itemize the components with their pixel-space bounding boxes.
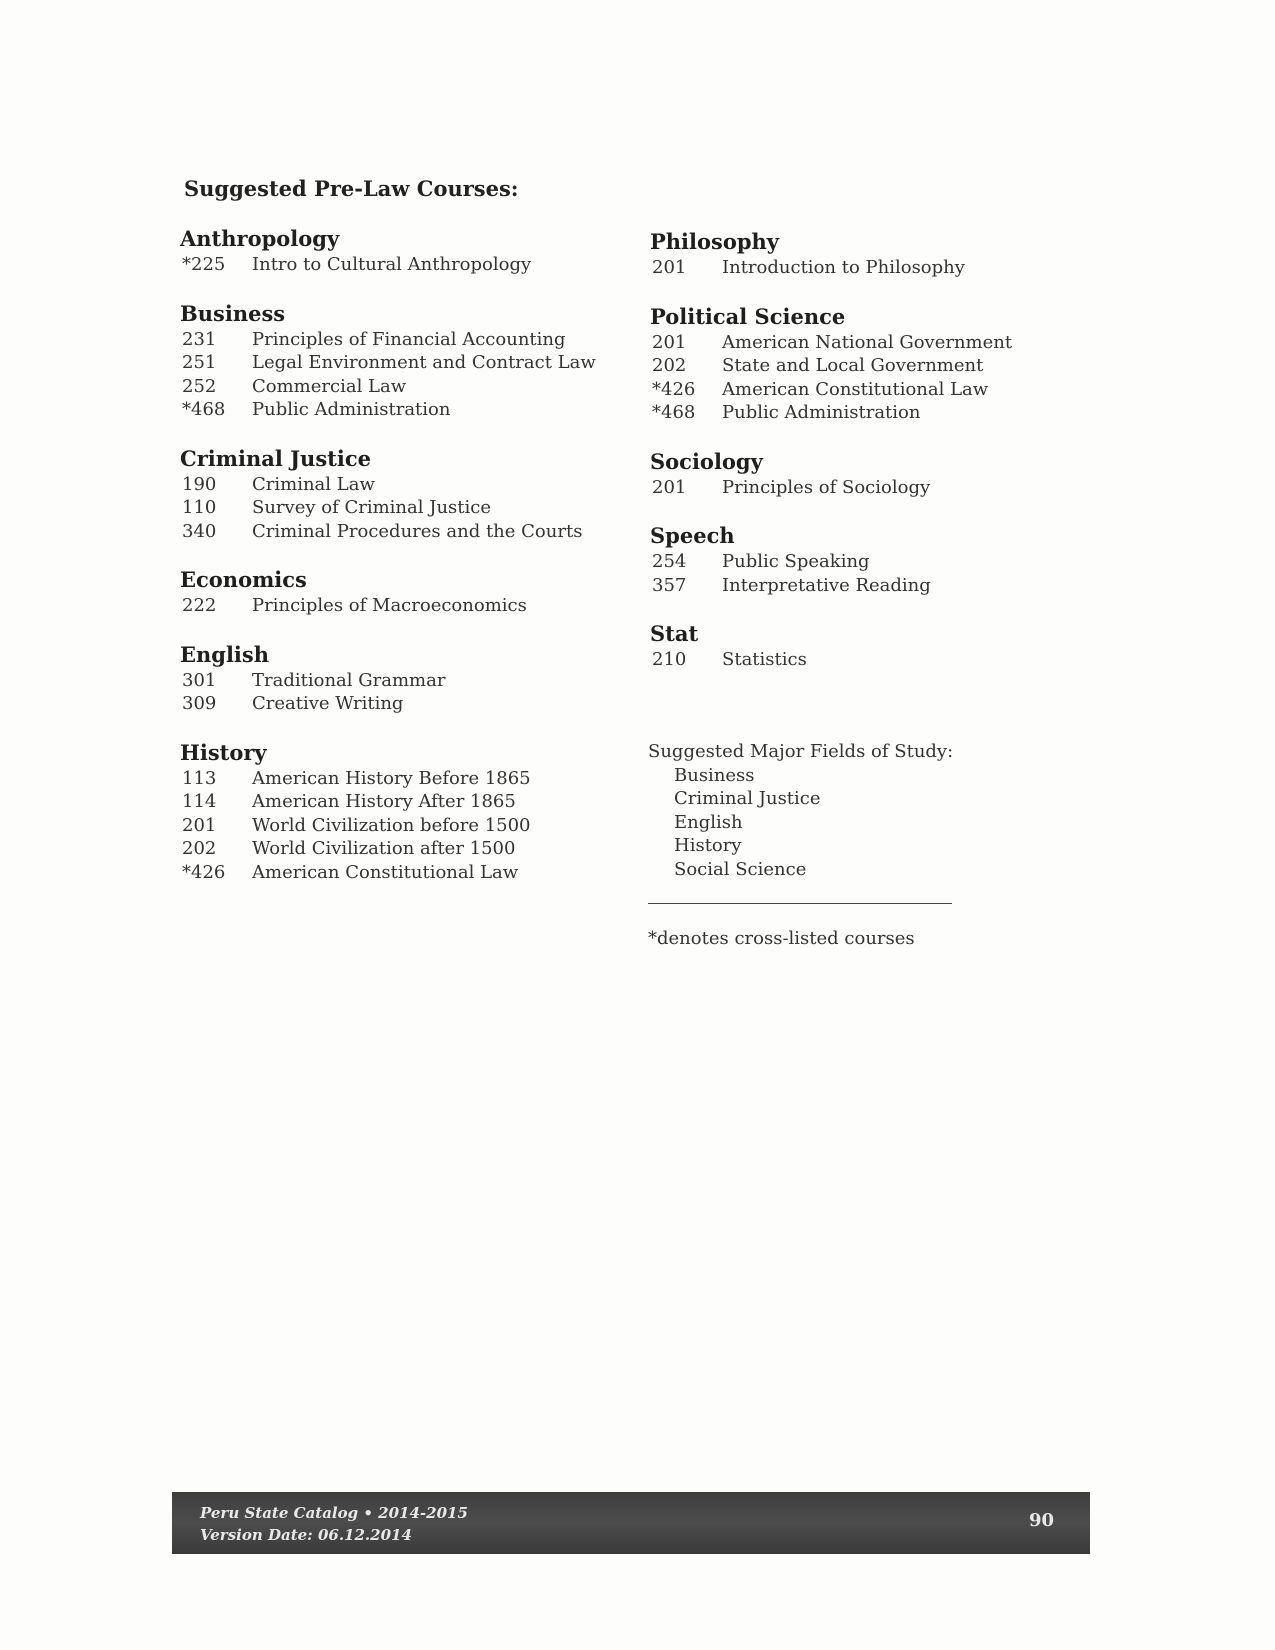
course-row	[180, 767, 600, 791]
major-field-item: History	[674, 835, 742, 856]
course-section	[180, 740, 600, 885]
major-field-item: Social Science	[674, 858, 807, 880]
section-title: English	[180, 641, 270, 667]
left-column	[180, 226, 600, 908]
course-row	[180, 669, 600, 693]
course-number: 231	[182, 328, 217, 350]
major-field-item: English	[674, 811, 743, 833]
course-number: 222	[182, 595, 217, 616]
section-title: Philosophy	[650, 229, 780, 254]
section-title: Economics	[180, 567, 307, 592]
course-name: Creative Writing	[252, 693, 404, 714]
course-section	[180, 642, 600, 716]
course-number: 252	[182, 375, 217, 397]
course-section	[650, 523, 1070, 597]
course-name: Legal Environment and Contract Law	[252, 352, 596, 373]
major-fields-heading: Suggested Major Fields of Study:	[648, 741, 954, 762]
course-section	[650, 229, 1070, 280]
section-title: Criminal Justice	[180, 445, 371, 471]
page-number: 90	[1028, 1510, 1054, 1531]
footer-info	[200, 1502, 468, 1546]
course-name: American Constitutional Law	[722, 378, 989, 400]
course-number: 201	[652, 257, 687, 278]
section-title: Stat	[650, 621, 699, 646]
course-name: Commercial Law	[252, 375, 407, 397]
course-name: American Constitutional Law	[252, 861, 519, 883]
major-field-item: Business	[674, 764, 755, 786]
footer-catalog: Peru State Catalog • 2014-2015	[200, 1504, 468, 1522]
course-number: 210	[652, 649, 687, 670]
course-name: American National Government	[722, 331, 1013, 353]
course-section	[180, 446, 600, 544]
section-title: Business	[180, 300, 286, 326]
course-row	[650, 256, 1070, 280]
section-title: Political Science	[650, 303, 846, 329]
course-name: Criminal Procedures and the Courts	[252, 520, 583, 542]
course-name: Public Administration	[252, 399, 451, 420]
footnote-divider	[648, 903, 952, 904]
course-number: *225	[182, 254, 226, 275]
page-title: Suggested Pre-Law Courses:	[184, 176, 519, 201]
course-number: 301	[182, 669, 217, 691]
course-section	[650, 449, 1070, 500]
course-name: World Civilization before 1500	[252, 814, 531, 836]
course-number: 201	[182, 814, 217, 836]
footer-version: Version Date: 06.12.2014	[200, 1526, 412, 1544]
course-number: 254	[652, 551, 687, 572]
course-name: American History After 1865	[252, 791, 516, 812]
course-row	[650, 476, 1070, 500]
major-field-item: Criminal Justice	[674, 788, 821, 809]
course-row	[650, 648, 1070, 672]
course-number: *426	[652, 378, 696, 400]
course-number: 357	[652, 574, 687, 596]
course-name: American History Before 1865	[252, 767, 531, 789]
course-row	[180, 496, 600, 520]
course-number: 201	[652, 331, 687, 353]
course-row	[180, 837, 600, 861]
course-name: World Civilization after 1500	[252, 838, 516, 859]
course-number: 190	[182, 473, 217, 495]
course-section	[650, 621, 1070, 672]
course-number: *468	[182, 399, 226, 420]
course-row	[180, 253, 600, 277]
course-name: Interpretative Reading	[722, 574, 931, 596]
course-name: Principles of Macroeconomics	[252, 595, 527, 616]
course-name: State and Local Government	[722, 355, 984, 376]
course-row	[650, 574, 1070, 598]
course-name: Statistics	[722, 649, 807, 670]
course-row	[180, 328, 600, 352]
course-row	[180, 692, 600, 716]
course-name: Traditional Grammar	[252, 669, 446, 691]
course-name: Public Speaking	[722, 551, 870, 572]
course-row	[180, 351, 600, 375]
course-section	[180, 567, 600, 618]
course-row	[180, 814, 600, 838]
course-number: 201	[652, 476, 687, 498]
section-title: Anthropology	[180, 226, 340, 251]
major-fields-list	[648, 764, 953, 882]
footnote: *denotes cross-listed courses	[648, 928, 915, 949]
course-number: 114	[182, 791, 217, 812]
course-number: 251	[182, 352, 217, 373]
right-column	[650, 229, 1070, 696]
course-name: Intro to Cultural Anthropology	[252, 254, 532, 275]
course-number: 113	[182, 767, 217, 789]
course-number: 309	[182, 693, 217, 714]
course-row	[650, 331, 1070, 355]
course-name: Introduction to Philosophy	[722, 257, 965, 278]
course-row	[180, 473, 600, 497]
course-name: Survey of Criminal Justice	[252, 497, 491, 518]
footer-bar	[172, 1492, 1090, 1554]
major-fields	[648, 740, 953, 881]
course-number: 110	[182, 497, 217, 518]
course-row	[180, 861, 600, 885]
course-name: Principles of Sociology	[722, 476, 931, 498]
course-row	[650, 401, 1070, 425]
course-section	[650, 304, 1070, 425]
course-row	[180, 398, 600, 422]
section-title: History	[180, 739, 267, 765]
course-name: Principles of Financial Accounting	[252, 328, 566, 350]
course-section	[180, 301, 600, 422]
course-row	[650, 354, 1070, 378]
course-number: 202	[182, 838, 217, 859]
course-row	[650, 550, 1070, 574]
course-row	[180, 375, 600, 399]
course-number: *426	[182, 861, 226, 883]
course-row	[180, 594, 600, 618]
section-title: Speech	[650, 523, 735, 548]
course-name: Public Administration	[722, 402, 921, 423]
course-row	[180, 790, 600, 814]
course-name: Criminal Law	[252, 473, 375, 495]
course-number: 202	[652, 355, 687, 376]
course-number: 340	[182, 520, 217, 542]
course-section	[180, 226, 600, 277]
course-row	[180, 520, 600, 544]
course-number: *468	[652, 402, 696, 423]
course-row	[650, 378, 1070, 402]
section-title: Sociology	[650, 448, 763, 474]
